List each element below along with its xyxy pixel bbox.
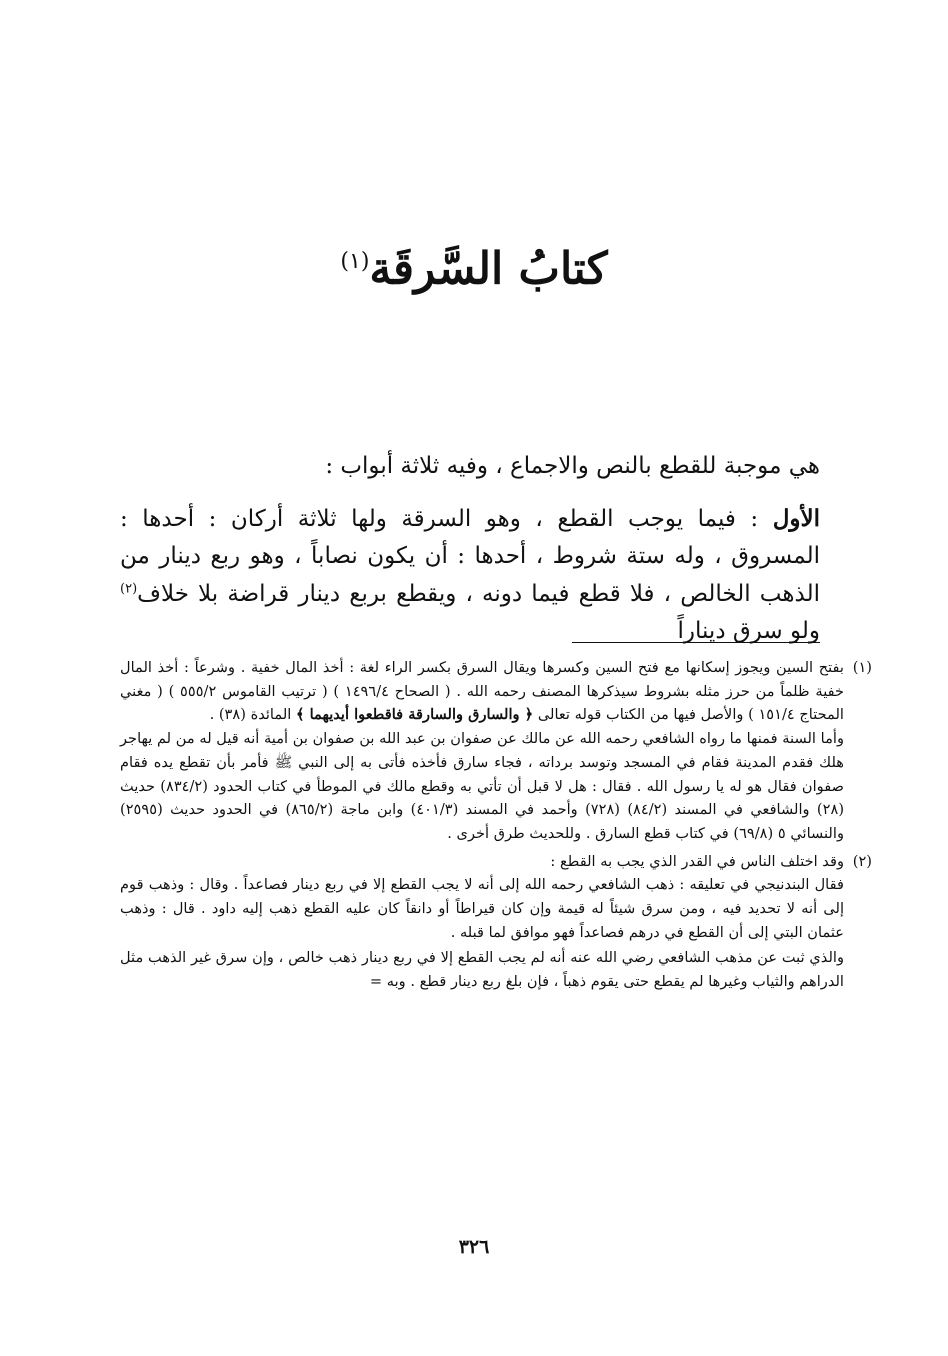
intro-paragraph: هي موجبة للقطع بالنص والاجماع ، وفيه ثلاثة أبواب :: [325, 453, 820, 479]
footnote-1-verse: ﴿ والسارق والسارقة فاقطعوا أيديهما ﴾: [295, 706, 534, 724]
section-first-text: : فيما يوجب القطع ، وهو السرقة ولها ثلاثة أركان : أحدها : المسروق ، وله ستة شروط ، أحدها : أن يكون نصاباً ، وهو ربع دينار من الذهب الخالص ، فلا قطع فيما دونه ، ويقطع بربع دينار قراضة بلا خلاف: [120, 505, 820, 607]
footnote-2-bandaniji: فقال البندنيجي في تعليقه : ذهب الشافعي رحمه الله إلى أنه لا يجب القطع إلا في ربع دينار فصاعداً . وقال : وذهب قوم إلى أنه لا تحديد فيه ، ومن سرق شيئاً له قيمة وإن كان قيراطاً أو دانقاً كان عليه القطع ذهب إليه داود . قال : وذهب عثمان البتي إلى أن القطع في درهم فصاعداً فهو موافق لما قبله .: [120, 876, 844, 941]
footnote-1-number: (١): [852, 659, 872, 676]
chapter-title: [0, 232, 948, 300]
section-first-label: الأول: [772, 504, 821, 532]
footnote-1: [120, 656, 872, 846]
footnotes: [120, 656, 872, 998]
footnote-2-shafii: والذي ثبت عن مذهب الشافعي رضي الله عنه أنه لم يجب القطع إلا في ربع دينار ذهب خالص ، وإن سرق غير الذهب مثل الدراهم والثياب وغيرها لم يقطع حتى يقوم ذهباً ، فإن بلغ ربع دينار قطع . وبه =: [120, 949, 844, 991]
chapter-title-footnote-ref: (١): [340, 249, 370, 274]
section-first-paragraph: [120, 500, 820, 651]
section-first-tail: ولو سرق ديناراً: [677, 618, 820, 644]
footnote-1-text: [120, 656, 844, 727]
footnote-1-verse-ref: المائدة (٣٨) .: [209, 706, 292, 724]
footnote-1-hadith: وأما السنة فمنها ما رواه الشافعي رحمه الله عن مالك عن صفوان بن عبد الله بن صفوان بن أمية أنه قيل له من لم يهاجر هلك فقدم المدينة فقام في المسجد وتوسد برداته ، فجاء سارق فأخذه فأتى به إلى النبي ﷺ فأمر بأن تقطع يده فقام صفوان فقال هو له يا رسول الله . فقال : هل لا قبل أن تأتي به وقطع مالك في الموطأ في كتاب الحدود (٨٣٤/٢) حديث (٢٨) والشافعي في المسند (٨٤/٢) (٧٢٨) وأحمد في المسند (٤٠١/٣) وابن ماجة (٨٦٥/٢) في الحدود حديث (٢٥٩٥) والنسائي ٥ (٦٩/٨) في كتاب قطع السارق . وللحديث طرق أخرى .: [120, 730, 845, 842]
footnote-2: [120, 850, 872, 994]
footnote-2-intro: وقد اختلف الناس في القدر الذي يجب به القطع :: [550, 852, 844, 870]
footnote-divider: [572, 642, 820, 643]
footnote-2-number: (٢): [852, 852, 872, 870]
footnote-1-definition: بفتح السين ويجوز إسكانها مع فتح السين وكسرها ويقال السرق بكسر الراء لغة : أخذ المال خفية . وشرعاً : أخذ المال خفية ظلماً من حرز مثله بشروط سيذكرها المصنف رحمه الله . ( الصحاح ١٤٩٦/٤ ) ( ترتيب القاموس ٥٥٥/٢ ) ( مغني المحتاج ١٥١/٤ ) والأصل فيها من الكتاب قوله تعالى: [120, 659, 845, 724]
chapter-title-text: كتابُ السَّرقَة: [369, 243, 608, 295]
footnote-ref-2: (٢): [120, 580, 138, 596]
page-number: ٣٢٦: [458, 1236, 490, 1258]
main-text: [120, 448, 820, 651]
